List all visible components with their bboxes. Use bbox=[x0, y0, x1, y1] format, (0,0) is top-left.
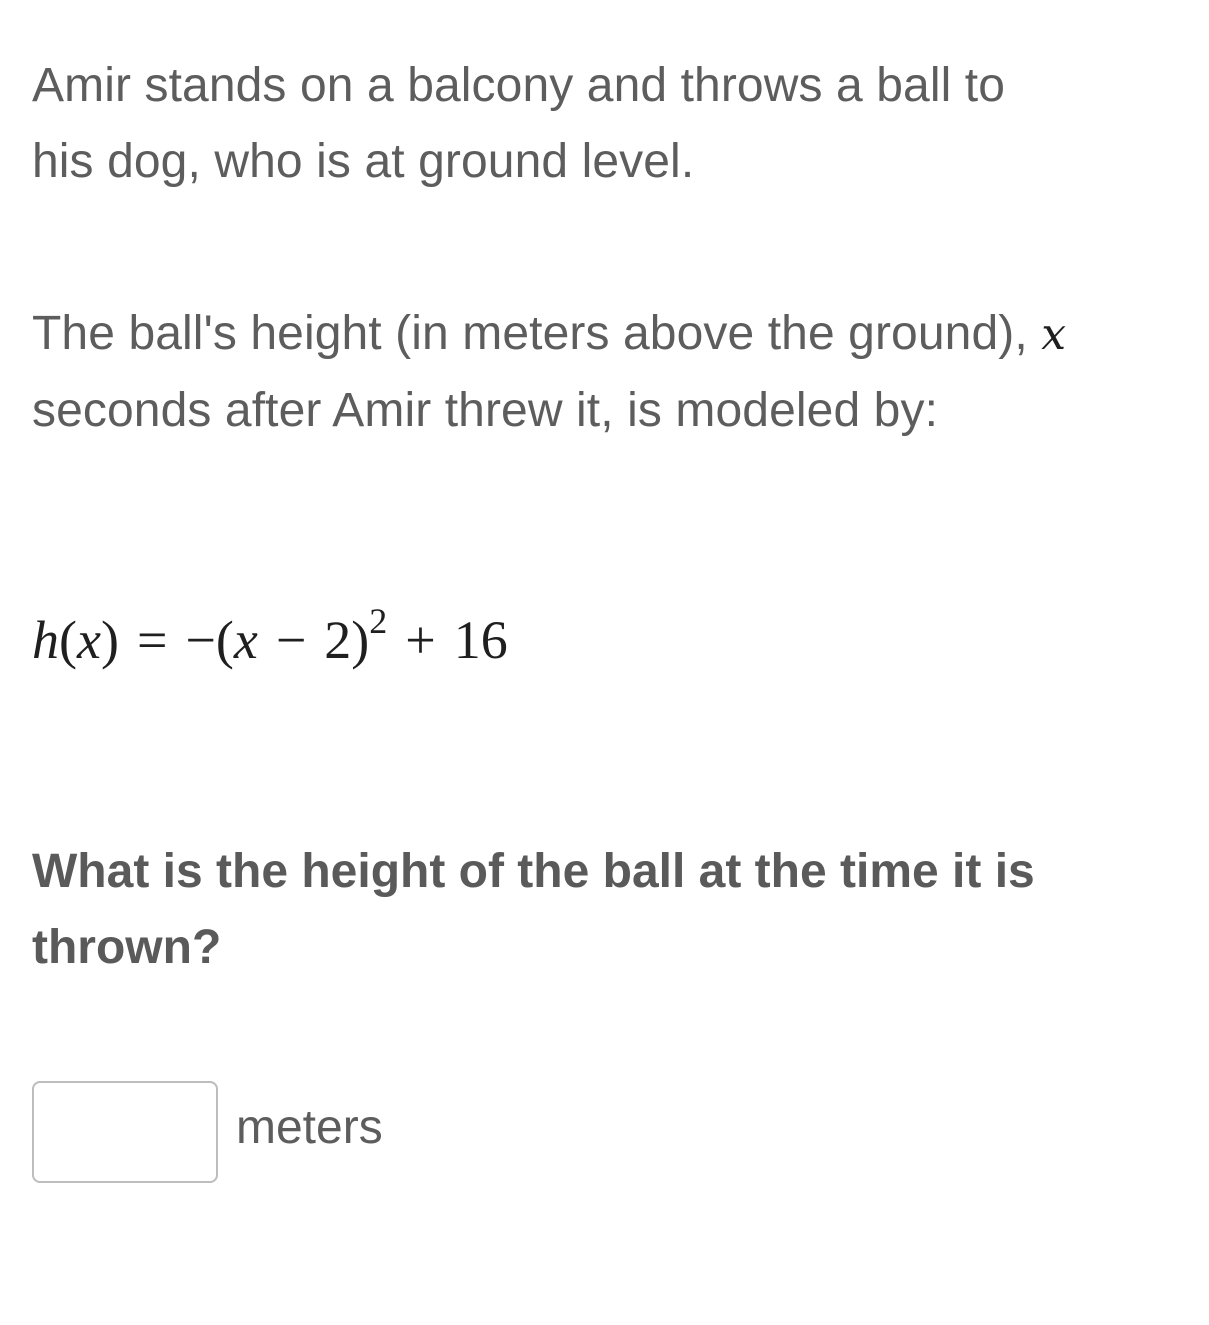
equation-inner-paren-close: ) bbox=[351, 610, 370, 670]
model-variable: x bbox=[1041, 309, 1067, 360]
answer-row bbox=[32, 1078, 383, 1186]
equation-negative: − bbox=[185, 610, 216, 670]
model-line-1-text: The ball's height (in meters above the ground), bbox=[32, 307, 1042, 360]
equation-exponent: 2 bbox=[369, 601, 388, 641]
model-line-1 bbox=[32, 296, 1182, 373]
equation-inner-paren-open: ( bbox=[215, 610, 234, 670]
problem-model-description bbox=[32, 296, 1182, 449]
model-line-2: seconds after Amir threw it, is modeled by: bbox=[32, 384, 939, 437]
answer-unit: meters bbox=[236, 1100, 383, 1154]
equation-inner-variable: x bbox=[233, 610, 258, 670]
equation-paren-close: ) bbox=[100, 610, 119, 670]
equation-equals: = bbox=[136, 610, 168, 670]
intro-line-2: his dog, who is at ground level. bbox=[32, 135, 695, 188]
equation-constant: 16 bbox=[453, 610, 508, 670]
question-line-1: What is the height of the ball at the time it is bbox=[32, 845, 1035, 898]
height-equation bbox=[32, 600, 508, 680]
problem-intro bbox=[32, 48, 1182, 200]
equation-paren-open: ( bbox=[59, 610, 77, 670]
intro-line-1: Amir stands on a balcony and throws a ball to bbox=[32, 59, 1006, 112]
question-prompt bbox=[32, 834, 1182, 986]
equation-function: h bbox=[32, 610, 59, 670]
answer-input[interactable] bbox=[32, 1081, 218, 1183]
question-line-2: thrown? bbox=[32, 921, 222, 974]
equation-plus: + bbox=[405, 610, 436, 670]
equation-shift: 2 bbox=[324, 610, 352, 670]
equation-minus: − bbox=[275, 610, 307, 670]
equation-variable: x bbox=[76, 610, 101, 670]
